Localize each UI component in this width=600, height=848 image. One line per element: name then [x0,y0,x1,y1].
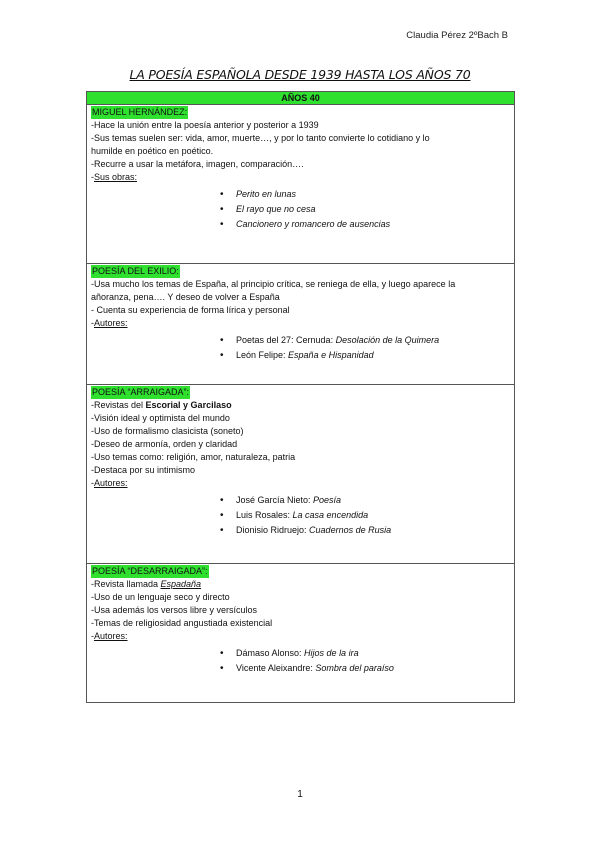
list-item: • El rayo que no cesa [236,202,510,217]
text-line: -Usa además los versos libre y versículos [91,605,258,615]
list-item: • Luis Rosales: La casa encendida [236,508,510,523]
text-line: -Sus temas suelen ser: vida, amor, muerte…, y por lo tanto convierte lo cotidiano y lo [91,133,430,143]
content-table [86,91,515,703]
text-line: -Visión ideal y optimista del mundo [91,413,230,423]
list-item: • Perito en lunas [236,187,510,202]
authors-list [91,646,510,676]
text-line: -Uso de formalismo clasicista (soneto) [91,426,244,436]
list-label: -Sus obras: [91,172,138,182]
text-line: -Revistas del Escorial y Garcilaso [91,400,232,410]
authors-list [91,333,510,363]
authors-list [91,493,510,538]
page-number: 1 [297,789,303,800]
section-title: POESÍA “DESARRAIGADA”: [92,566,208,576]
text-line: -Uso de un lenguaje seco y directo [91,592,230,602]
section-title: MIGUEL HERNÁNDEZ: [92,107,188,117]
list-label: -Autores: [91,478,128,488]
text-line: -Recurre a usar la metáfora, imagen, comparación…. [91,159,304,169]
text-line: añoranza, pena…. Y deseo de volver a España [91,292,280,302]
text-line: -Usa mucho los temas de España, al principio crítica, se reniega de ella, y luego aparece la [91,279,456,289]
text-line: - Cuenta su experiencia de forma lírica y personal [91,305,290,315]
table-header: AÑOS 40 [87,92,515,105]
text-line: -Hace la unión entre la poesía anterior y posterior a 1939 [91,120,319,130]
list-item: • Cancionero y romancero de ausencias [236,217,510,232]
works-list [91,187,510,232]
section-title: POESÍA DEL EXILIO: [92,266,179,276]
list-item: • Poetas del 27: Cernuda: Desolación de la Quimera [236,333,510,348]
list-label: -Autores: [91,318,128,328]
text-line: -Revista llamada Espadaña [91,579,202,589]
text-line: humilde en poético en poético. [91,146,214,156]
list-item: • León Felipe: España e Hispanidad [236,348,510,363]
section-miguel-hernandez [87,105,515,264]
list-item: • Dionisio Ridruejo: Cuadernos de Rusia [236,523,510,538]
document-title: LA POESÍA ESPAÑOLA DESDE 1939 HASTA LOS AÑOS 70 [129,67,471,82]
list-item: • Dámaso Alonso: Hijos de la ira [236,646,510,661]
section-poesia-desarraigada [87,564,515,703]
text-line: -Temas de religiosidad angustiada existencial [91,618,273,628]
list-item: • Vicente Aleixandre: Sombra del paraíso [236,661,510,676]
section-poesia-exilio [87,264,515,385]
list-item: • José García Nieto: Poesía [236,493,510,508]
section-poesia-arraigada [87,385,515,564]
text-line: -Deseo de armonía, orden y claridad [91,439,238,449]
section-title: POESÍA “ARRAIGADA”: [92,387,190,397]
text-line: -Destaca por su intimismo [91,465,196,475]
author-line: Claudia Pérez 2ºBach B [406,30,508,41]
list-label: -Autores: [91,631,128,641]
text-line: -Uso temas como: religión, amor, naturaleza, patria [91,452,296,462]
